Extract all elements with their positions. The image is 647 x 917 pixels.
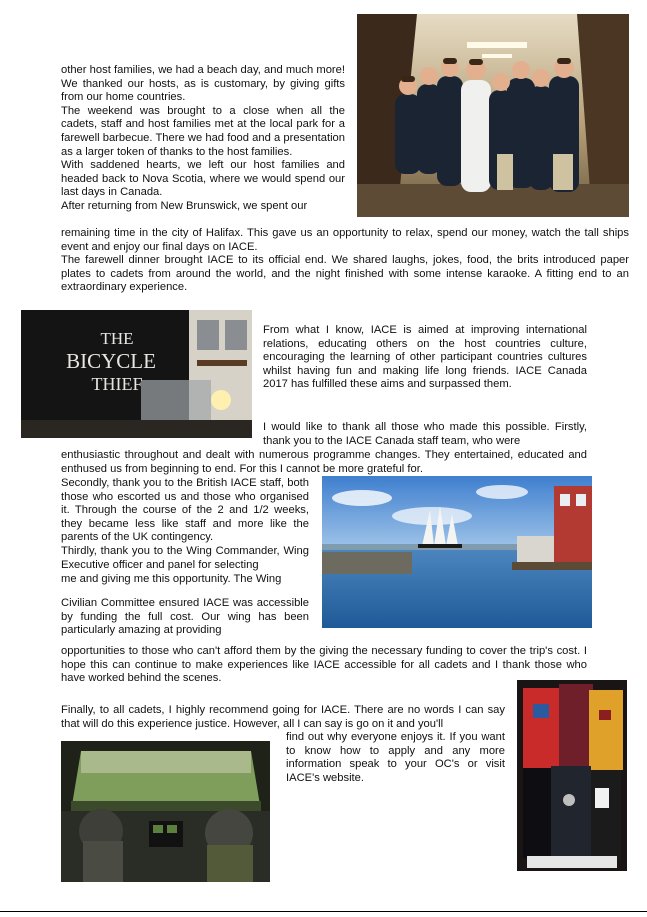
- photo-cadets-hallway: [357, 14, 629, 217]
- intro-column: [61, 64, 345, 214]
- halifax-column: [61, 227, 629, 295]
- paragraph-thanks-wing-start: Thirdly, thank you to the Wing Commander, Wing Executive officer and panel for selecting: [61, 544, 309, 571]
- paragraph-farewell-dinner: The farewell dinner brought IACE to its official end. We shared laughs, jokes, food, the brits introduced paper plates to cadets from around the world, and the night finished with some intense karaoke. A fitting end to an extraordinary experience.: [61, 254, 629, 294]
- paragraph-final-end: find out why everyone enjoys it. If you want to know how to apply and any more information speak to your OC's or visit IACE's website.: [286, 731, 505, 784]
- thanks-column-full: [61, 449, 587, 476]
- paragraph-halifax: remaining time in the city of Halifax. This gave us an opportunity to relax, spend our money, watch the tall ships event and enjoy our final days on IACE.: [61, 227, 629, 253]
- sign-text-bicycle: BICYCLE: [66, 349, 156, 373]
- paragraph-host-families: other host families, we had a beach day, and much more! We thanked our hosts, as is customary, by giving gifts from our home countries.: [61, 64, 345, 104]
- paragraph-saddened-hearts: With saddened hearts, we left our host families and headed back to Nova Scotia, where we would spend our last days in Canada.: [61, 159, 345, 199]
- paragraph-aims: From what I know, IACE is aimed at improving international relations, educating others on the host countries culture, encouraging the learning of other participant countries cultures whilst having fun and making life long friends. IACE Canada 2017 has fulfilled these aims and surpassed them.: [263, 324, 587, 391]
- paragraph-returning-start: After returning from New Brunswick, we spent our: [61, 199, 308, 212]
- paragraph-thanks-staff: enthusiastic throughout and dealt with numerous programme changes. They entertained, educated and enthused us from beginning to end. For this I cannot be more grateful for.: [61, 449, 587, 475]
- thanks-civilian-column: [61, 597, 309, 638]
- photo-tall-ships-harbour: [322, 476, 592, 628]
- photo-helicopter-cockpit: [61, 741, 270, 882]
- final-column-top: [61, 704, 505, 731]
- thanks-opportunities-column: [61, 645, 587, 686]
- sign-text-thief: THIEF: [91, 374, 143, 394]
- paragraph-civilian-committee: Civilian Committee ensured IACE was accessible by funding the full cost. Our wing has been particularly amazing at providing: [61, 597, 309, 637]
- paragraph-final-start: Finally, to all cadets, I highly recommend going for IACE. There are no words I can say that will do this experience justice. However, all I can say is go on it and you'll: [61, 704, 505, 730]
- thanks-column-top: [263, 421, 587, 448]
- photo-bicycle-thief: [21, 310, 252, 438]
- paragraph-opportunities: opportunities to those who can't afford them by the giving the necessary funding to cover the trip's cost. I hope this can continue to make experiences like IACE accessible for all cadets and I thank those who have worked behind the scenes.: [61, 645, 587, 685]
- paragraph-thanks-start: I would like to thank all those who made this possible. Firstly, thank you to the IACE Canada staff team, who were: [263, 421, 587, 447]
- thanks-wing-line: me and giving me this opportunity. The Wing: [61, 573, 282, 585]
- aims-column: [263, 324, 587, 392]
- sign-text-the: THE: [100, 329, 134, 348]
- paragraph-thanks-british: Secondly, thank you to the British IACE staff, both those who escorted us and those who organised it. Through the course of the 2 and 1/2 weeks, they became less like staff and more like the parents of the UK contingency.: [61, 477, 309, 544]
- thanks-british-column: [61, 477, 309, 572]
- paragraph-farewell-bbq: The weekend was brought to a close when all the cadets, staff and host families met at the local park for a farewell barbecue. There we had food and a presentation as a larger token of thanks to the host families.: [61, 104, 345, 158]
- photo-exchanged-shirts: [517, 680, 627, 871]
- bottom-divider: [0, 911, 647, 912]
- final-column-bottom: [286, 731, 505, 785]
